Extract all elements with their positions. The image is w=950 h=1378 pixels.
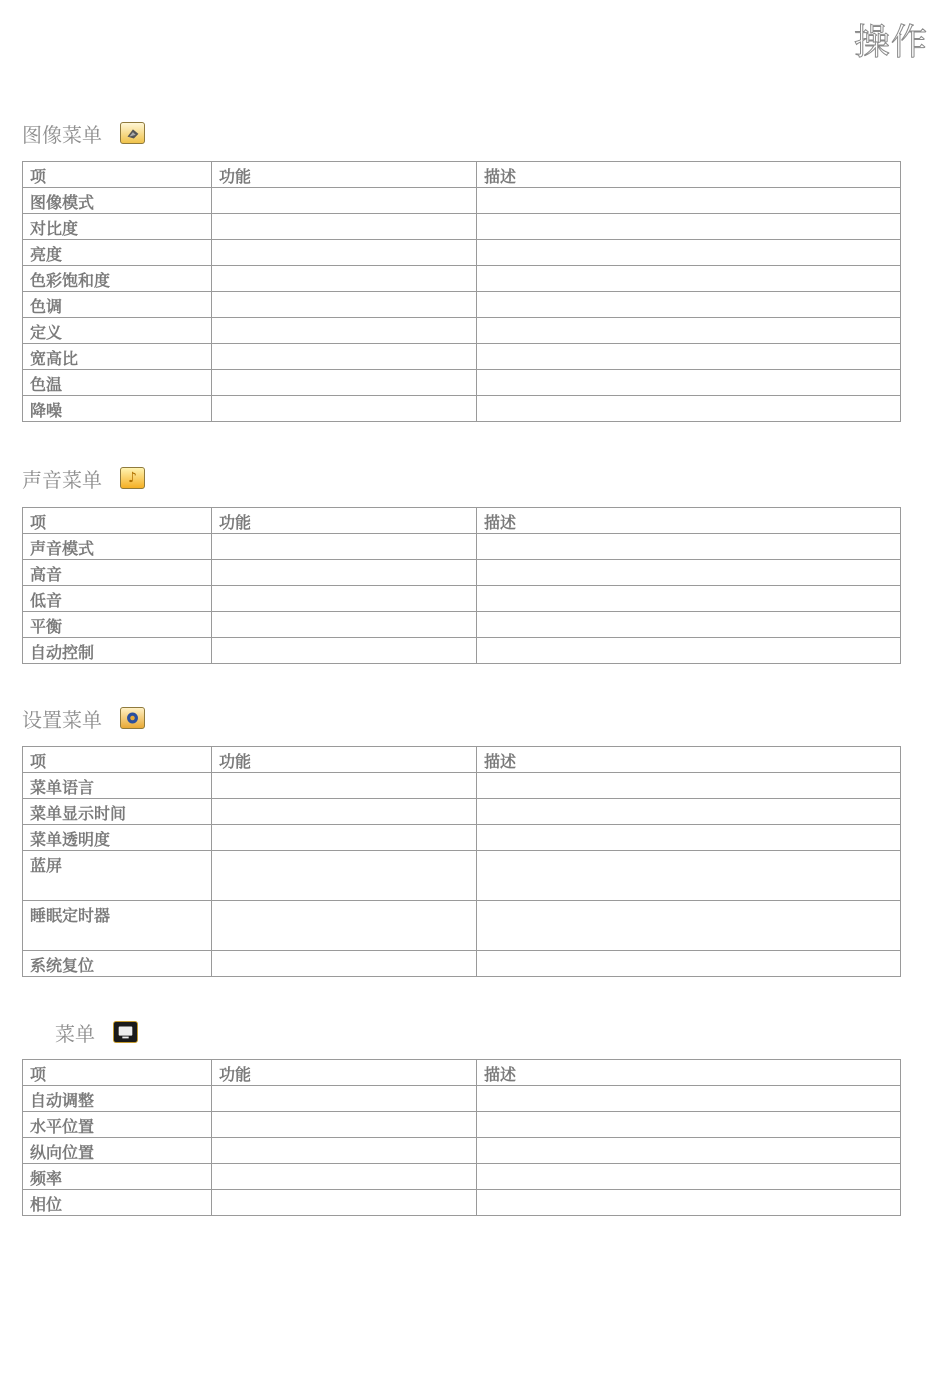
column-header-function: 功能	[212, 747, 477, 773]
pc-menu-section	[22, 1017, 900, 1216]
row-function-cell	[212, 773, 477, 799]
table-row	[23, 901, 901, 951]
row-description-cell	[477, 1138, 901, 1164]
table-header-row	[23, 162, 901, 188]
row-function-cell	[212, 1112, 477, 1138]
row-description-cell	[477, 318, 901, 344]
row-function-cell	[212, 799, 477, 825]
row-item-label: 亮度	[23, 240, 212, 266]
section-title: 设置菜单	[22, 707, 102, 732]
section-header	[22, 463, 900, 493]
row-item-label: 频率	[23, 1164, 212, 1190]
row-description-cell	[477, 240, 901, 266]
row-description-cell	[477, 901, 901, 951]
table-row	[23, 612, 901, 638]
row-item-label: 菜单显示时间	[23, 799, 212, 825]
row-function-cell	[212, 240, 477, 266]
picture-menu-table	[22, 161, 901, 422]
pc-menu-table	[22, 1059, 901, 1216]
table-row	[23, 1112, 901, 1138]
row-item-label: 色彩饱和度	[23, 266, 212, 292]
setup-menu-section	[22, 703, 900, 977]
table-row	[23, 534, 901, 560]
table-row	[23, 240, 901, 266]
table-row	[23, 1086, 901, 1112]
setup-menu-icon	[120, 707, 145, 729]
row-item-label: 对比度	[23, 214, 212, 240]
row-function-cell	[212, 534, 477, 560]
row-item-label: 低音	[23, 586, 212, 612]
row-function-cell	[212, 214, 477, 240]
row-item-label: 自动调整	[23, 1086, 212, 1112]
row-description-cell	[477, 344, 901, 370]
row-item-label: 高音	[23, 560, 212, 586]
table-row	[23, 188, 901, 214]
row-description-cell	[477, 1164, 901, 1190]
section-title: 菜单	[55, 1021, 95, 1046]
column-header-description: 描述	[477, 508, 901, 534]
row-item-label: 定义	[23, 318, 212, 344]
row-description-cell	[477, 612, 901, 638]
row-function-cell	[212, 344, 477, 370]
row-function-cell	[212, 1164, 477, 1190]
table-row	[23, 560, 901, 586]
row-description-cell	[477, 534, 901, 560]
column-header-item: 项	[23, 1060, 212, 1086]
column-header-function: 功能	[212, 162, 477, 188]
row-item-label: 宽高比	[23, 344, 212, 370]
row-description-cell	[477, 214, 901, 240]
row-description-cell	[477, 586, 901, 612]
sound-menu-table	[22, 507, 901, 664]
table-row	[23, 638, 901, 664]
table-row	[23, 344, 901, 370]
row-description-cell	[477, 825, 901, 851]
row-item-label: 系统复位	[23, 951, 212, 977]
table-row	[23, 851, 901, 901]
row-description-cell	[477, 188, 901, 214]
section-header	[22, 118, 900, 148]
table-row	[23, 1190, 901, 1216]
row-item-label: 菜单透明度	[23, 825, 212, 851]
row-function-cell	[212, 396, 477, 422]
table-row	[23, 773, 901, 799]
sound-menu-icon: ♪	[120, 467, 145, 489]
column-header-description: 描述	[477, 162, 901, 188]
table-header-row	[23, 508, 901, 534]
table-row	[23, 799, 901, 825]
row-function-cell	[212, 951, 477, 977]
row-function-cell	[212, 638, 477, 664]
row-function-cell	[212, 851, 477, 901]
column-header-function: 功能	[212, 1060, 477, 1086]
row-description-cell	[477, 266, 901, 292]
section-header	[22, 703, 900, 733]
row-function-cell	[212, 1138, 477, 1164]
row-item-label: 菜单语言	[23, 773, 212, 799]
row-item-label: 相位	[23, 1190, 212, 1216]
row-function-cell	[212, 560, 477, 586]
table-row	[23, 951, 901, 977]
row-item-label: 蓝屏	[23, 851, 212, 901]
column-header-description: 描述	[477, 747, 901, 773]
column-header-function: 功能	[212, 508, 477, 534]
row-description-cell	[477, 1190, 901, 1216]
row-function-cell	[212, 292, 477, 318]
table-row	[23, 370, 901, 396]
pc-menu-icon	[113, 1021, 138, 1043]
row-item-label: 声音模式	[23, 534, 212, 560]
row-item-label: 自动控制	[23, 638, 212, 664]
column-header-item: 项	[23, 162, 212, 188]
row-item-label: 色温	[23, 370, 212, 396]
row-item-label: 水平位置	[23, 1112, 212, 1138]
row-function-cell	[212, 1086, 477, 1112]
section-header	[22, 1017, 900, 1047]
table-row	[23, 586, 901, 612]
setup-menu-table	[22, 746, 901, 977]
row-item-label: 纵向位置	[23, 1138, 212, 1164]
row-description-cell	[477, 638, 901, 664]
row-description-cell	[477, 396, 901, 422]
column-header-item: 项	[23, 747, 212, 773]
row-function-cell	[212, 318, 477, 344]
row-description-cell	[477, 799, 901, 825]
column-header-description: 描述	[477, 1060, 901, 1086]
row-item-label: 色调	[23, 292, 212, 318]
table-header-row	[23, 747, 901, 773]
row-function-cell	[212, 612, 477, 638]
row-description-cell	[477, 292, 901, 318]
row-description-cell	[477, 1112, 901, 1138]
row-function-cell	[212, 266, 477, 292]
column-header-item: 项	[23, 508, 212, 534]
table-row	[23, 396, 901, 422]
picture-menu-section	[22, 118, 900, 422]
row-function-cell	[212, 1190, 477, 1216]
table-row	[23, 292, 901, 318]
row-function-cell	[212, 586, 477, 612]
row-item-label: 睡眠定时器	[23, 901, 212, 951]
picture-menu-icon	[120, 122, 145, 144]
row-description-cell	[477, 1086, 901, 1112]
page-title: 操作	[853, 22, 928, 63]
row-function-cell	[212, 825, 477, 851]
row-description-cell	[477, 370, 901, 396]
table-row	[23, 1164, 901, 1190]
section-title: 声音菜单	[22, 467, 102, 492]
table-row	[23, 266, 901, 292]
row-item-label: 图像模式	[23, 188, 212, 214]
table-header-row	[23, 1060, 901, 1086]
table-row	[23, 214, 901, 240]
table-row	[23, 825, 901, 851]
table-row	[23, 318, 901, 344]
row-description-cell	[477, 773, 901, 799]
row-description-cell	[477, 951, 901, 977]
row-item-label: 降噪	[23, 396, 212, 422]
row-function-cell	[212, 188, 477, 214]
table-row	[23, 1138, 901, 1164]
row-function-cell	[212, 370, 477, 396]
sound-menu-section	[22, 463, 900, 664]
section-title: 图像菜单	[22, 122, 102, 147]
row-description-cell	[477, 851, 901, 901]
row-function-cell	[212, 901, 477, 951]
row-description-cell	[477, 560, 901, 586]
row-item-label: 平衡	[23, 612, 212, 638]
